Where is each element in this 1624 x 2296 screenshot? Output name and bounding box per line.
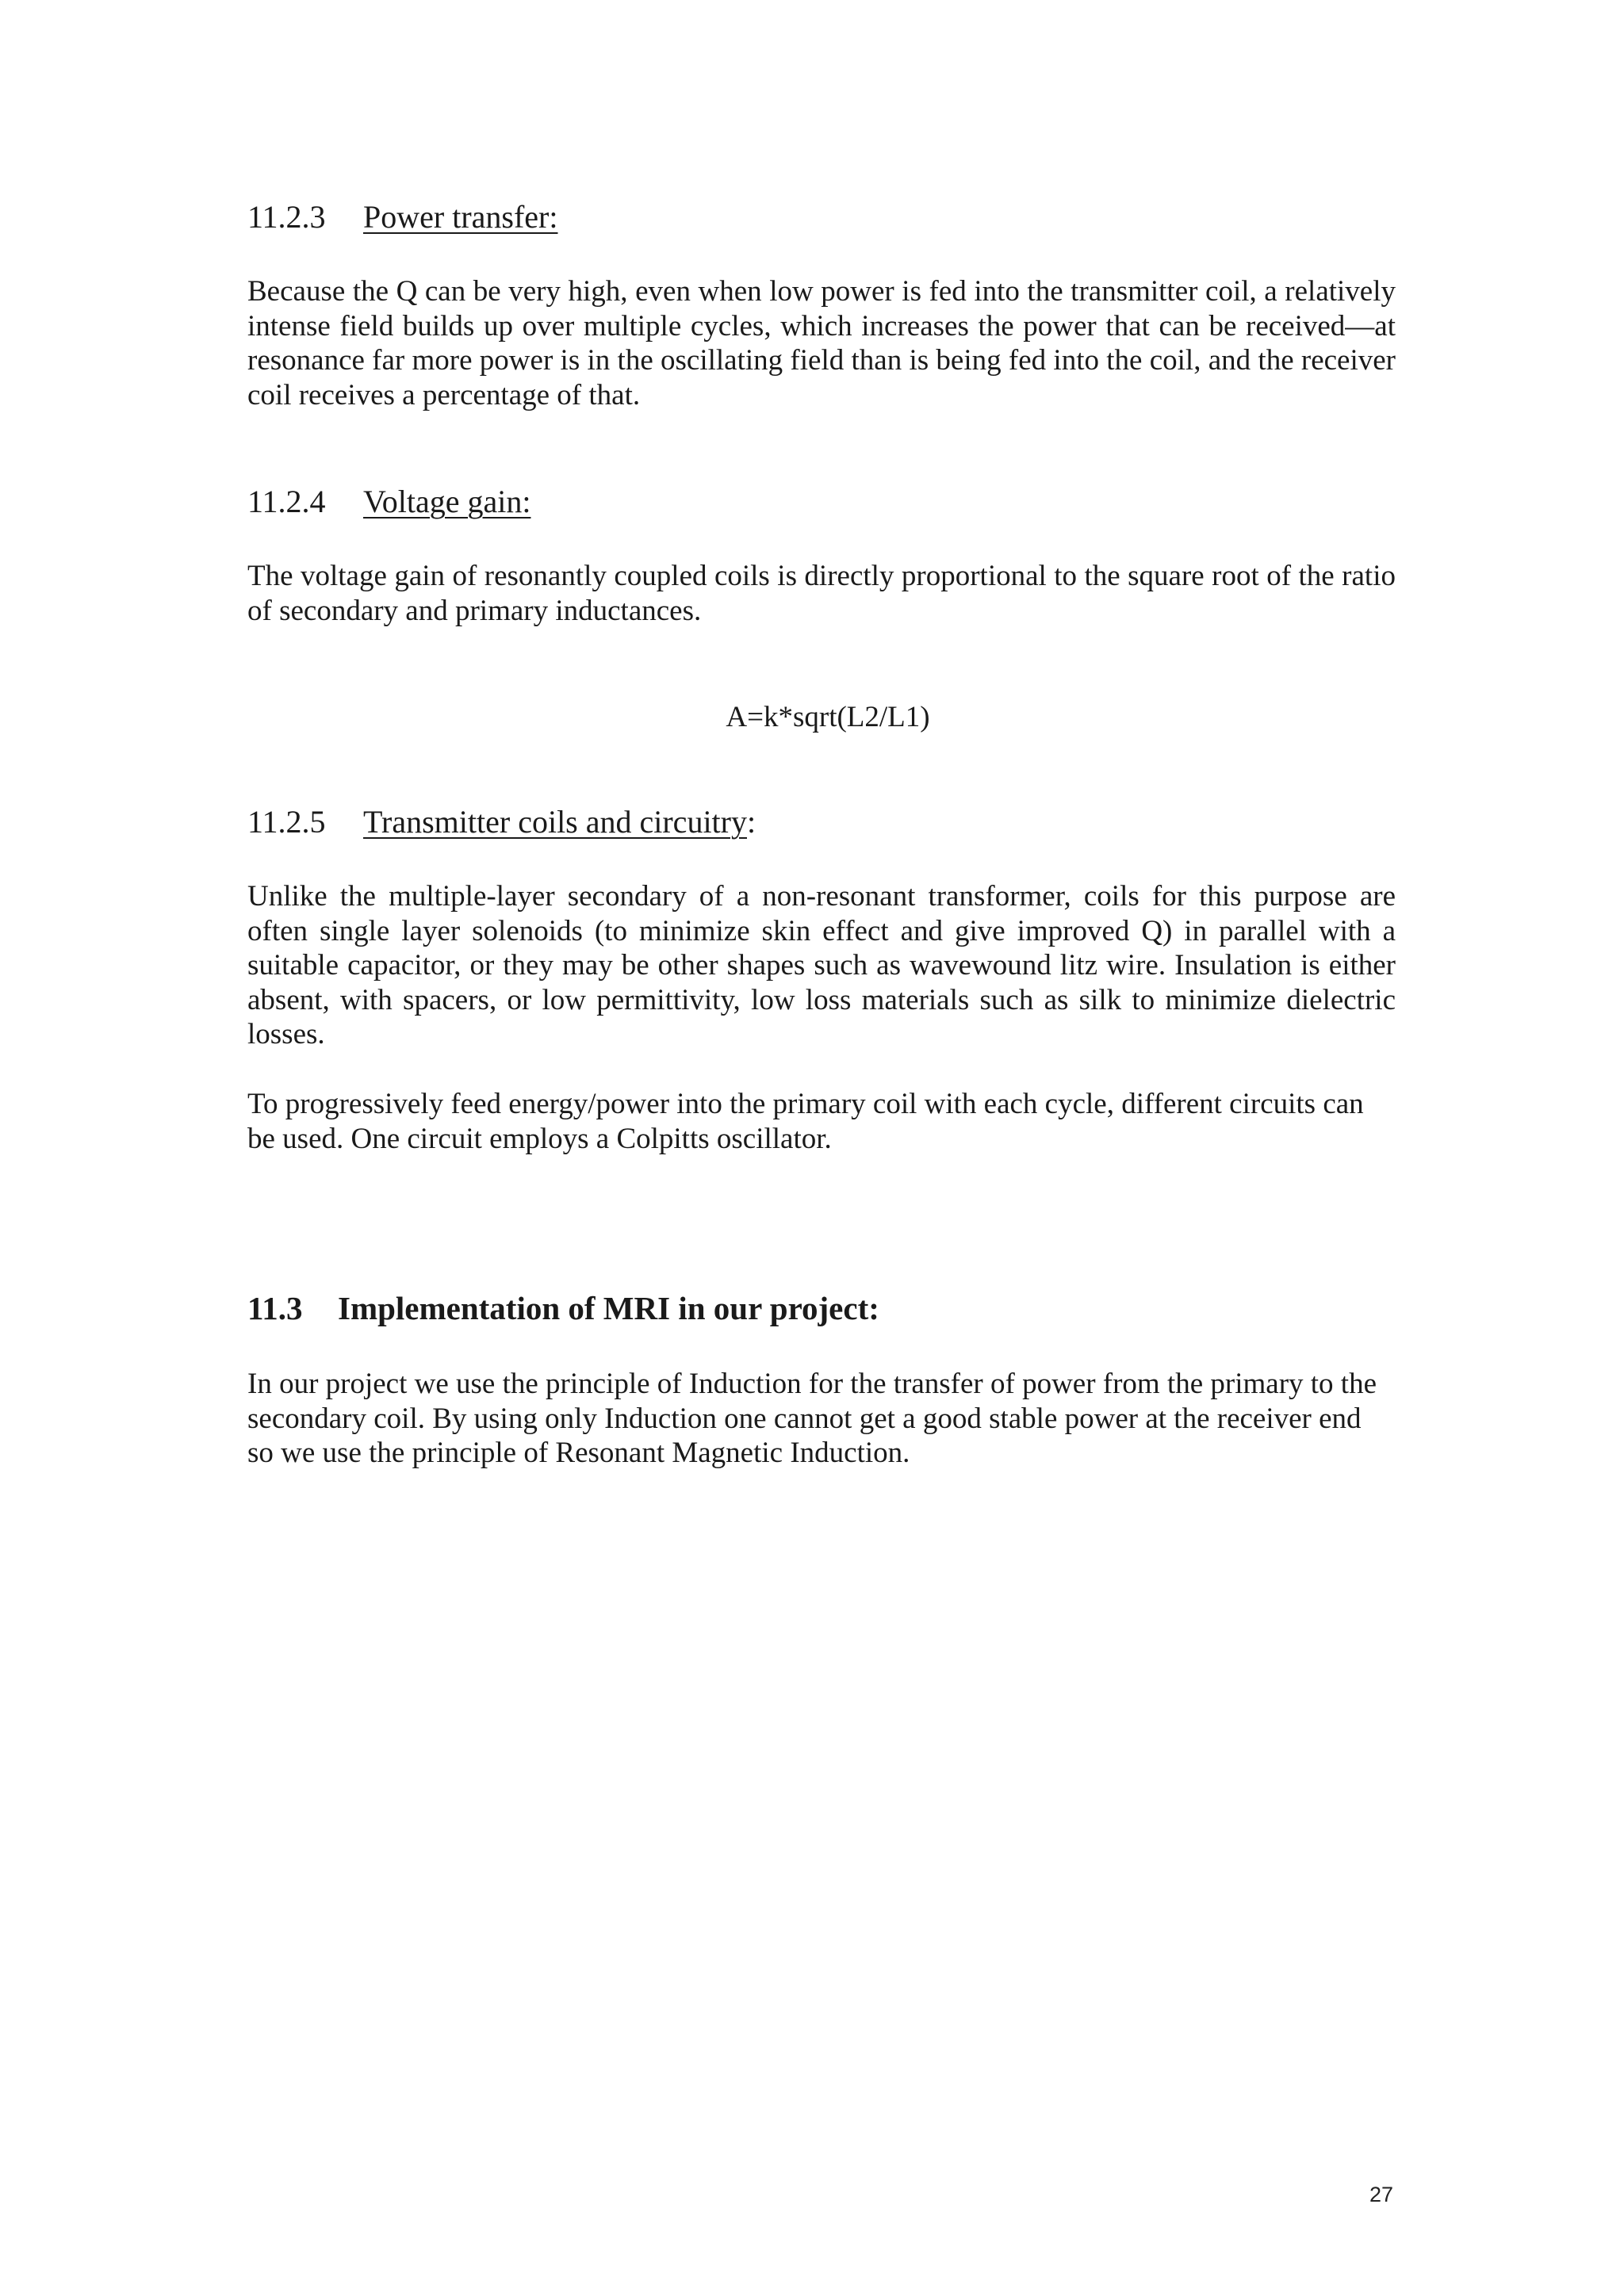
paragraph-power-transfer: Because the Q can be very high, even when low power is fed into the transmitter coil, a relatively intense field builds up over multiple cycles, which increases the power that can be received—at resonance far more power is in the oscillating field than is being fed into the coil, and the receiver coil receives a percentage of that. bbox=[247, 275, 1396, 411]
section-title: Implementation of MRI in our project: bbox=[338, 1290, 879, 1326]
paragraph-transmitter-coils: Unlike the multiple-layer secondary of a non-resonant transformer, coils for this purpose are often single layer solenoids (to minimize skin effect and give improved Q) in parallel with a suitable capacitor, or they may be other shapes such as wavewound litz wire. Insulation is either absent, with spacers, or low permittivity, low loss materials such as silk to minimize dielectric losses. bbox=[247, 880, 1396, 1050]
section-number: 11.2.5 bbox=[247, 804, 326, 840]
section-title: Transmitter coils and circuitry bbox=[363, 804, 747, 840]
paragraph-implementation: In our project we use the principle of Induction for the transfer of power from the primary to the secondary coil. By using only Induction one cannot get a good stable power at the receiver end so we use the principle of Resonant Magnetic Induction. bbox=[247, 1368, 1377, 1469]
section-heading-power-transfer bbox=[247, 198, 557, 236]
section-heading-implementation bbox=[247, 1289, 879, 1327]
paragraph-voltage-gain: The voltage gain of resonantly coupled coils is directly proportional to the square root of the ratio of secondary and primary inductances. bbox=[247, 560, 1396, 627]
section-title: Voltage gain: bbox=[363, 484, 531, 519]
section-number: 11.2.3 bbox=[247, 199, 326, 235]
page-number: 27 bbox=[1369, 2183, 1394, 2206]
section-number: 11.2.4 bbox=[247, 484, 326, 519]
voltage-gain-equation: A=k*sqrt(L2/L1) bbox=[726, 701, 930, 733]
section-title: Power transfer: bbox=[363, 199, 558, 235]
section-heading-transmitter-coils bbox=[247, 803, 756, 841]
section-number: 11.3 bbox=[247, 1290, 303, 1326]
section-heading-voltage-gain bbox=[247, 483, 530, 521]
section-title-suffix: : bbox=[746, 804, 756, 840]
paragraph-feed-energy: To progressively feed energy/power into the primary coil with each cycle, different circuits can be used. One circuit employs a Colpitts oscillator. bbox=[247, 1088, 1364, 1155]
